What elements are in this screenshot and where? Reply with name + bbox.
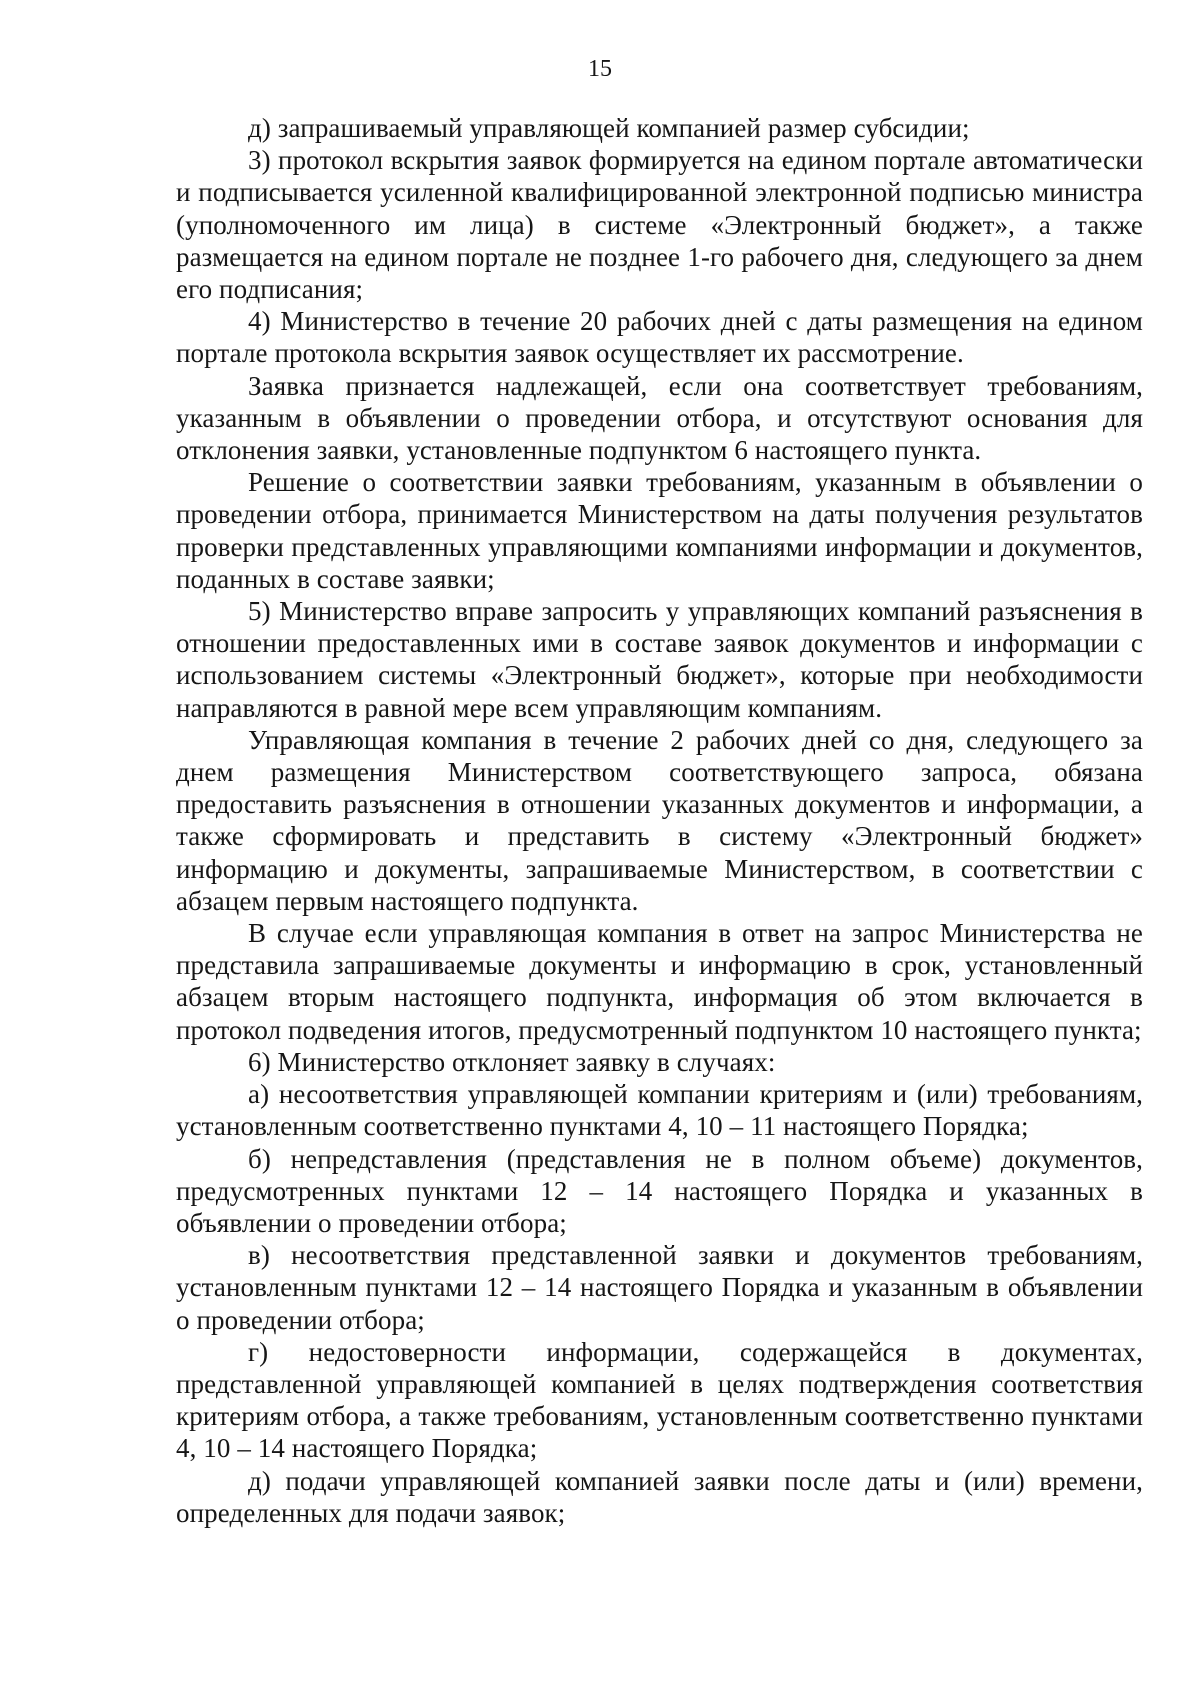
paragraph-g-unreliable-info: г) недостоверности информации, содержащейся в документах, представленной управляющей компанией в целях подтверждения соответствия критериям отбора, а также требованиям, установленным соответственно пунктами 4, 10 – 14 настоящего Порядка; <box>176 1336 1143 1464</box>
paragraph-b-missing-documents: б) непредставления (представления не в полном объеме) документов, предусмотренных пунктами 12 – 14 настоящего Порядка и указанных в объявлении о проведении отбора; <box>176 1143 1143 1238</box>
paragraph-no-response: В случае если управляющая компания в ответ на запрос Министерства не представила запрашиваемые документы и информацию в срок, установленный абзацем вторым настоящего подпункта, информация об этом включается в протокол подведения итогов, предусмотренный подпунктом 10 настоящего пункта; <box>176 918 1143 1045</box>
paragraph-d-late-submission: д) подачи управляющей компанией заявки после даты и (или) времени, определенных для подачи заявок; <box>176 1465 1143 1528</box>
paragraph-4-review-period: 4) Министерство в течение 20 рабочих дней с даты размещения на едином портале протокола вскрытия заявок осуществляет их рассмотрение. <box>176 306 1143 369</box>
paragraph-compliance-decision: Решение о соответствии заявки требованиям, указанным в объявлении о проведении отбора, принимается Министерством на даты получения результатов проверки представленных управляющими компаниями информации и документов, поданных в составе заявки; <box>176 467 1143 594</box>
document-body <box>176 112 1143 1529</box>
paragraph-v-requirements-mismatch: в) несоответствия представленной заявки и документов требованиям, установленным пунктами 12 – 14 настоящего Порядка и указанным в объявлении о проведении отбора; <box>176 1240 1143 1335</box>
page-number: 15 <box>588 56 612 82</box>
paragraph-d-subsidy-size: д) запрашиваемый управляющей компанией размер субсидии; <box>248 113 970 143</box>
paragraph-5-clarification-request: 5) Министерство вправе запросить у управляющих компаний разъяснения в отношении предоставленных ими в составе заявок документов и информации с использованием системы «Электронный бюджет», которые при необходимости направляются в равной мере всем управляющим компаниям. <box>176 596 1143 723</box>
paragraph-6-rejection-cases: 6) Министерство отклоняет заявку в случаях: <box>248 1046 776 1077</box>
paragraph-application-valid: Заявка признается надлежащей, если она соответствует требованиям, указанным в объявлении о проведении отбора, и отсутствуют основания для отклонения заявки, установленные подпунктом 6 настоящего пункта. <box>176 370 1143 466</box>
paragraph-clarification-deadline: Управляющая компания в течение 2 рабочих дней со дня, следующего за днем размещения Министерством соответствующего запроса, обязана предоставить разъяснения в отношении указанных документов и информации, а также сформировать и представить в систему «Электронный бюджет» информацию и документы, запрашиваемые Министерством, в соответствии с абзацем первым настоящего подпункта. <box>176 724 1143 916</box>
paragraph-a-criteria-mismatch: а) несоответствия управляющей компании критериям и (или) требованиям, установленным соответственно пунктами 4, 10 – 11 настоящего Порядка; <box>176 1079 1143 1142</box>
paragraph-3-opening-protocol: 3) протокол вскрытия заявок формируется на едином портале автоматически и подписывается усиленной квалифицированной электронной подписью министра (уполномоченного им лица) в системе «Электронный бюджет», а также размещается на едином портале не позднее 1-го рабочего дня, следующего за днем его подписания; <box>176 145 1143 305</box>
